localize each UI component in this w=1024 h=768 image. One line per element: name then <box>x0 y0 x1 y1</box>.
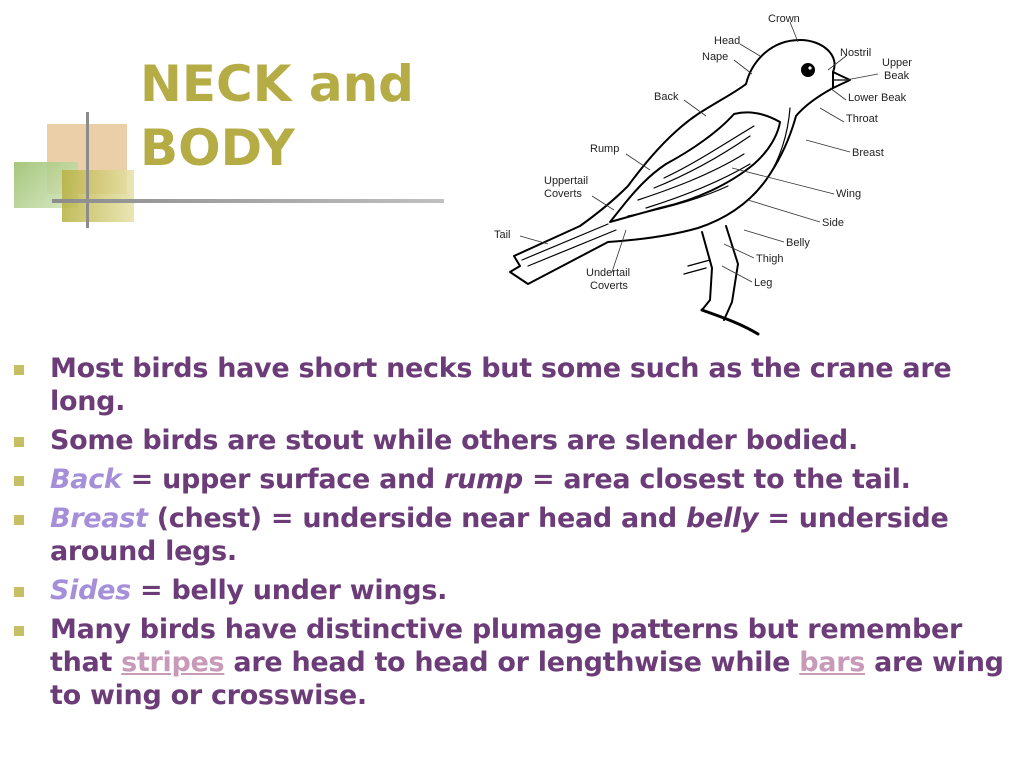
label-lower-beak: Lower Beak <box>848 92 907 104</box>
term-breast: Breast <box>50 503 148 534</box>
bullet-text-end: = belly under wings. <box>130 575 448 606</box>
bullet-text-mid: = upper surface and <box>121 464 445 495</box>
label-leg: Leg <box>754 277 773 289</box>
label-nape: Nape <box>702 51 729 63</box>
slide-title <box>140 52 414 180</box>
label-uppertail-coverts-1: Uppertail <box>544 175 589 187</box>
label-upper-beak-2: Beak <box>884 70 910 82</box>
bird-anatomy-diagram <box>488 4 928 338</box>
bird-eye <box>802 64 814 76</box>
label-tail: Tail <box>494 229 511 241</box>
label-undertail-coverts-2: Coverts <box>590 280 628 292</box>
bullet-marker <box>14 515 24 525</box>
title-line-2: BODY <box>140 119 295 177</box>
label-wing: Wing <box>836 188 862 200</box>
bullet-text-end: = area closest to the tail. <box>522 464 911 495</box>
bullet-text: Some birds are stout while others are slender bodied. <box>50 425 858 456</box>
bullet-text-end: underside around legs. <box>50 503 949 567</box>
link-stripes[interactable]: stripes <box>121 647 225 678</box>
decor-horizontal-line <box>52 199 444 203</box>
term-back: Back <box>50 464 122 495</box>
bullet-marker <box>14 476 24 486</box>
diagram-labels <box>494 13 912 292</box>
decor-vertical-line <box>86 112 89 228</box>
label-side: Side <box>822 217 845 229</box>
bullet-marker <box>14 626 24 636</box>
label-rump: Rump <box>590 143 620 155</box>
bullet-text-end: are wing to wing or crosswise. <box>50 647 1004 711</box>
bird-wing <box>610 112 780 222</box>
bullet-text-start: Many birds have distinctive plumage patterns but remember that <box>50 614 963 678</box>
term-sides: Sides <box>50 575 131 606</box>
bullet-marker <box>14 365 24 375</box>
title-line-1: NECK and <box>140 55 414 113</box>
label-belly: Belly <box>786 237 810 249</box>
term-belly: belly = <box>686 503 790 534</box>
bullet-marker <box>14 587 24 597</box>
term-rump: rump <box>444 464 523 495</box>
bullet-text-mid: are head to head or lengthwise while <box>224 647 800 678</box>
label-undertail-coverts-1: Undertail <box>586 267 631 279</box>
label-breast: Breast <box>852 147 884 159</box>
bullet-list <box>14 352 1004 718</box>
label-throat: Throat <box>846 113 878 125</box>
bullet-necks <box>14 352 1004 418</box>
bullet-marker <box>14 437 24 447</box>
bullet-stout <box>14 424 1004 457</box>
bullet-sides <box>14 574 1004 607</box>
label-head: Head <box>714 35 741 47</box>
bullet-breast-belly <box>14 502 1004 568</box>
leader-lines <box>520 22 878 282</box>
bullet-text: Most birds have short necks but some such as the crane are long. <box>50 353 952 417</box>
bird-drawing <box>510 40 850 334</box>
bullet-back-rump <box>14 463 1004 496</box>
bullet-plumage <box>14 613 1004 712</box>
label-back: Back <box>654 91 679 103</box>
bullet-text-mid: (chest) = underside near head and <box>147 503 687 534</box>
label-upper-beak-1: Upper <box>882 57 912 69</box>
link-bars[interactable]: bars <box>799 647 866 678</box>
decor-olive-square <box>62 170 134 222</box>
label-uppertail-coverts-2: Coverts <box>544 188 582 200</box>
label-thigh: Thigh <box>756 253 784 265</box>
label-crown: Crown <box>768 13 800 25</box>
bird-perch <box>702 310 758 334</box>
label-nostril: Nostril <box>840 47 872 59</box>
bird-leg <box>702 232 712 310</box>
